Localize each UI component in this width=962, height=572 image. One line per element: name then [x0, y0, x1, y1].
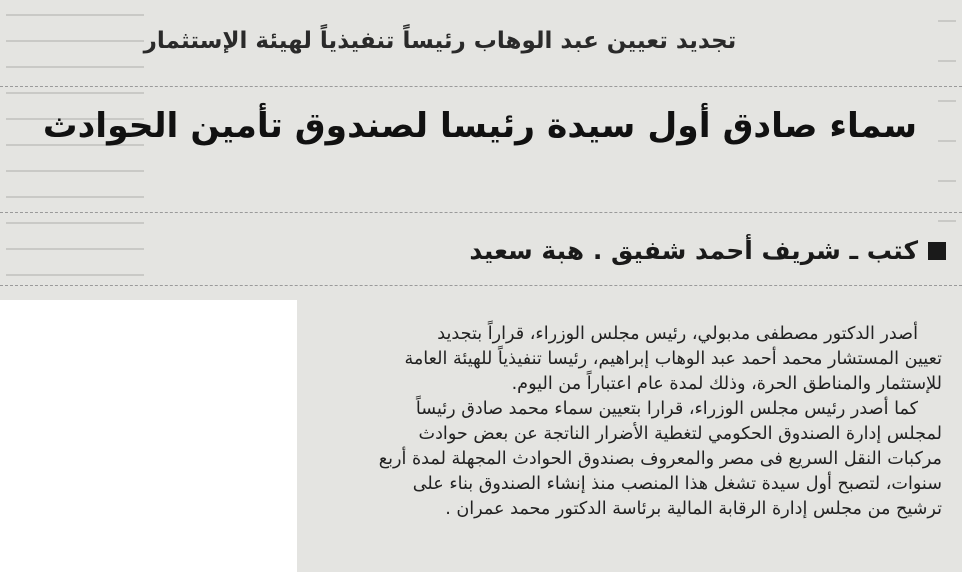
divider — [0, 86, 962, 87]
adjacent-column-bleed-left — [0, 0, 150, 300]
body-line: أصدر الدكتور مصطفى مدبولي، رئيس مجلس الوزراء، قراراً بتجديد — [437, 324, 918, 344]
byline-bullet-icon — [928, 242, 946, 260]
divider — [0, 285, 962, 286]
body-line: مركبات النقل السريع فى مصر والمعروف بصندوق الحوادث المجهلة لمدة أربع — [378, 449, 942, 469]
article-kicker: تجديد تعيين عبد الوهاب رئيساً تنفيذياً لهيئة الإستثمار — [143, 28, 737, 54]
body-line: كما أصدر رئيس مجلس الوزراء، قرارا بتعيين سماء محمد صادق رئيساً — [415, 399, 918, 419]
article-body — [308, 322, 942, 522]
byline-text: كتب ـ شريف أحمد شفيق . هبة سعيد — [469, 236, 918, 265]
body-line: لمجلس إدارة الصندوق الحكومي لتغطية الأضرار الناتجة عن بعض حوادث — [418, 424, 942, 444]
body-line: تعيين المستشار محمد أحمد عبد الوهاب إبراهيم، رئيسا تنفيذياً للهيئة العامة — [404, 349, 942, 369]
article-byline — [469, 236, 946, 265]
body-line: سنوات، لتصبح أول سيدة تشغل هذا المنصب منذ إنشاء الصندوق بناء على — [412, 474, 942, 494]
body-line: ترشيح من مجلس إدارة الرقابة المالية برئاسة الدكتور محمد عمران . — [445, 499, 942, 519]
body-line: للإستثمار والمناطق الحرة، وذلك لمدة عام اعتباراً من اليوم. — [511, 374, 942, 394]
article-headline: سماء صادق أول سيدة رئيسا لصندوق تأمين الحوادث — [42, 106, 918, 146]
divider — [0, 212, 962, 213]
